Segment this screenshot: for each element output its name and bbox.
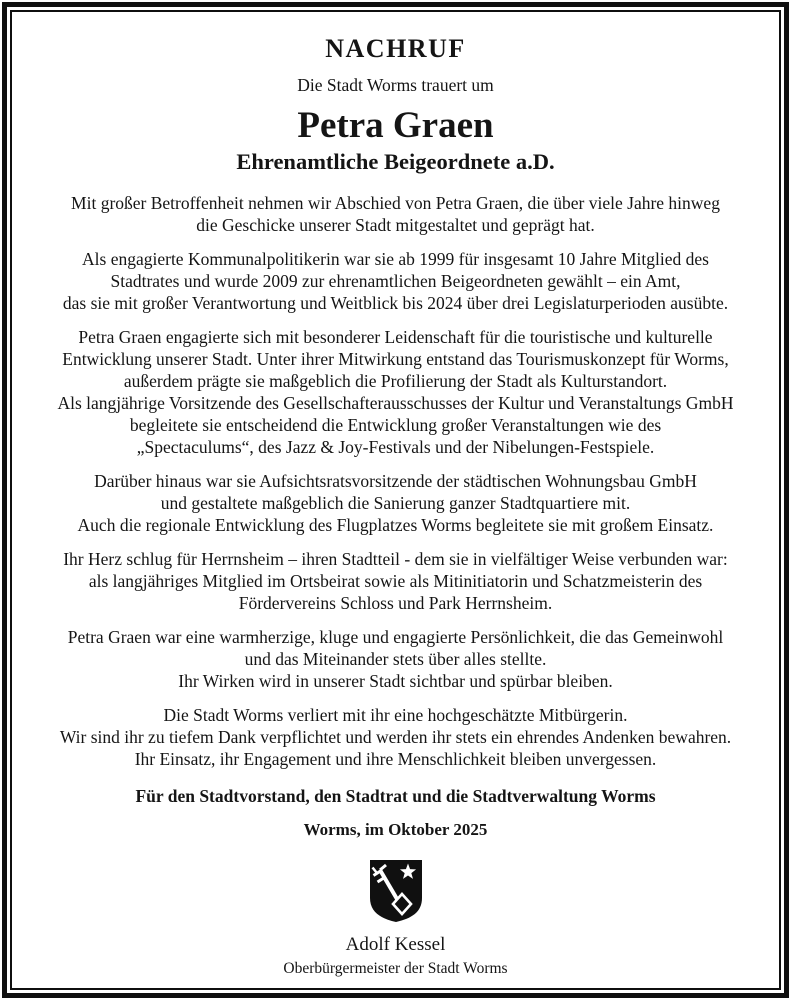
paragraph-line: die Geschicke unserer Stadt mitgestaltet und geprägt hat.: [196, 215, 595, 235]
paragraph-line: Die Stadt Worms verliert mit ihr eine hochgeschätzte Mitbürgerin.: [163, 705, 628, 725]
paragraph-line: Als langjährige Vorsitzende des Gesellschafterausschusses der Kultur und Veranstaltungs GmbH: [57, 393, 734, 413]
paragraph-line: das sie mit großer Verantwortung und Weitblick bis 2024 über drei Legislaturperioden ausübte.: [62, 293, 729, 313]
notice-intro: Die Stadt Worms trauert um: [297, 75, 494, 95]
signature-name: Adolf Kessel: [345, 934, 446, 955]
paragraph-line: Petra Graen engagierte sich mit besonderer Leidenschaft für die touristische und kulturelle: [78, 327, 713, 347]
closing-line: Für den Stadtvorstand, den Stadtrat und die Stadtverwaltung Worms: [135, 786, 656, 806]
document-outer-border: [2, 2, 789, 998]
paragraph-line: begleitete sie entscheidend die Entwicklung großer Veranstaltungen wie des: [129, 415, 662, 435]
paragraph-line: als langjähriges Mitglied im Ortsbeirat sowie als Mitinitiatorin und Schatzmeisterin des: [88, 571, 703, 591]
obituary-body: [12, 192, 779, 770]
obituary-paragraph: [12, 470, 779, 536]
obituary-paragraph: [12, 192, 779, 236]
paragraph-line: Petra Graen war eine warmherzige, kluge und engagierte Persönlichkeit, die das Gemeinwohl: [67, 627, 724, 647]
obituary-paragraph: [12, 248, 779, 314]
paragraph-line: Als engagierte Kommunalpolitikerin war sie ab 1999 für insgesamt 10 Jahre Mitglied des: [82, 249, 709, 269]
obituary-paragraph: [12, 704, 779, 770]
document-inner-border: [10, 10, 781, 990]
worms-coat-of-arms-icon: [12, 858, 779, 929]
paragraph-line: und das Miteinander stets über alles stellte.: [244, 649, 547, 669]
paragraph-line: Ihr Einsatz, ihr Engagement und ihre Menschlichkeit bleiben unvergessen.: [134, 749, 657, 769]
notice-kicker: NACHRUF: [325, 34, 466, 63]
deceased-name: Petra Graen: [297, 105, 494, 146]
obituary-paragraph: [12, 326, 779, 458]
signature-title: Oberbürgermeister der Stadt Worms: [283, 960, 508, 977]
obituary-paragraph: [12, 548, 779, 614]
paragraph-line: Ihr Wirken wird in unserer Stadt sichtbar und spürbar bleiben.: [178, 671, 613, 691]
dateline: Worms, im Oktober 2025: [303, 820, 488, 839]
deceased-title: Ehrenamtliche Beigeordnete a.D.: [236, 149, 555, 174]
paragraph-line: Wir sind ihr zu tiefem Dank verpflichtet und werden ihr stets ein ehrendes Andenken bewahren.: [59, 727, 732, 747]
paragraph-line: und gestaltete maßgeblich die Sanierung ganzer Stadtquartiere mit.: [160, 493, 631, 513]
paragraph-line: Darüber hinaus war sie Aufsichtsratsvorsitzende der städtischen Wohnungsbau GmbH: [94, 471, 697, 491]
paragraph-line: außerdem prägte sie maßgeblich die Profilierung der Stadt als Kulturstandort.: [123, 371, 668, 391]
paragraph-line: Fördervereins Schloss und Park Herrnsheim.: [238, 593, 553, 613]
paragraph-line: „Spectaculums“, des Jazz & Joy-Festivals und der Nibelungen-Festspiele.: [136, 437, 655, 457]
paragraph-line: Mit großer Betroffenheit nehmen wir Abschied von Petra Graen, die über viele Jahre hinweg: [71, 193, 720, 213]
paragraph-line: Ihr Herz schlug für Herrnsheim – ihren Stadtteil - dem sie in vielfältiger Weise verbunden war:: [63, 549, 728, 569]
paragraph-line: Entwicklung unserer Stadt. Unter ihrer Mitwirkung entstand das Tourismuskonzept für Worms,: [62, 349, 729, 369]
paragraph-line: Stadtrates und wurde 2009 zur ehrenamtlichen Beigeordneten gewählt – ein Amt,: [110, 271, 681, 291]
obituary-paragraph: [12, 626, 779, 692]
paragraph-line: Auch die regionale Entwicklung des Flugplatzes Worms begleitete sie mit großem Einsatz.: [77, 515, 714, 535]
